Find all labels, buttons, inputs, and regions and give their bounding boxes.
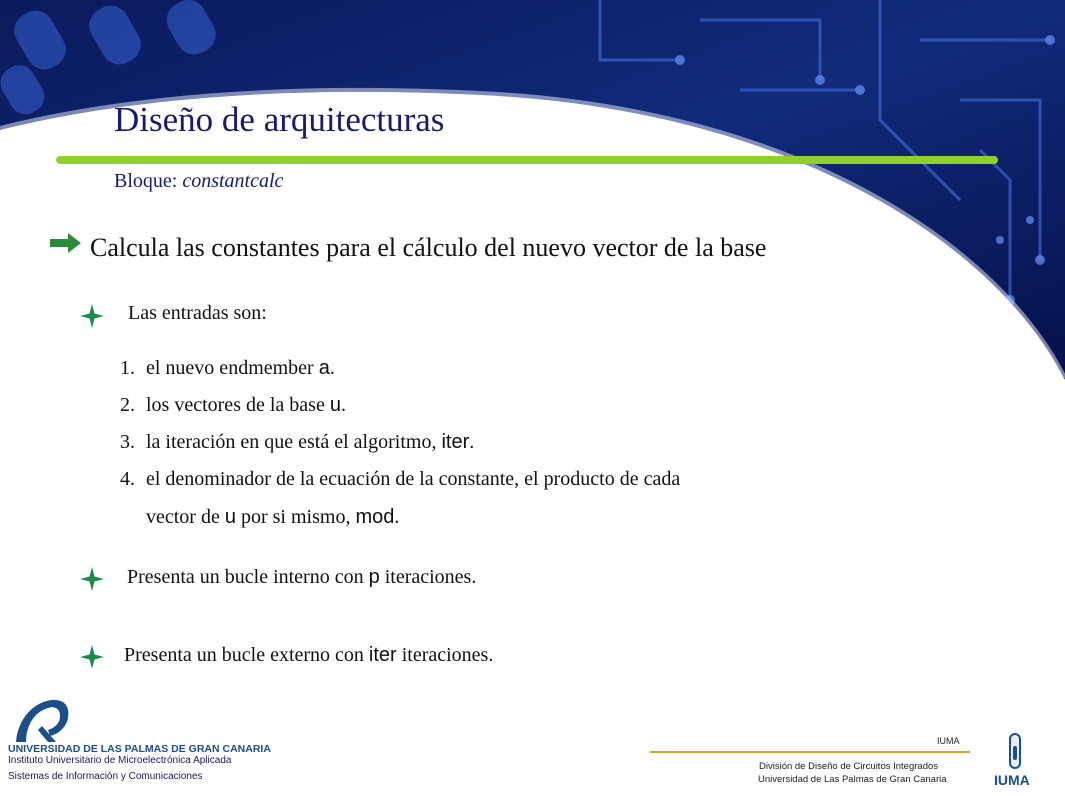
loop-text: Presenta un bucle interno con	[127, 566, 369, 588]
variable-name: u	[329, 394, 341, 416]
list-text: el denominador de la ecuación de la constante, el producto de cada	[146, 468, 681, 490]
ulpgc-logo-icon	[12, 696, 72, 744]
iuma-logo-text: IUMA	[994, 772, 1030, 788]
arrow-bullet-icon	[50, 231, 82, 255]
variable-name: mod	[355, 506, 395, 528]
iuma-label: IUMA	[937, 736, 960, 746]
block-name: constantcalc	[182, 170, 284, 192]
university-name: UNIVERSIDAD DE LAS PALMAS DE GRAN CANARIA	[8, 743, 271, 755]
list-text: la iteración en que está el algoritmo,	[146, 431, 442, 453]
division-name: División de Diseño de Circuitos Integrados	[759, 761, 939, 772]
variable-name: iter	[441, 431, 470, 453]
list-text: el nuevo endmember	[146, 357, 319, 379]
star-bullet-icon	[80, 304, 104, 328]
star-bullet-icon	[80, 567, 104, 591]
list-punct: .	[329, 357, 335, 379]
main-point: Calcula las constantes para el cálculo del nuevo vector de la base	[90, 233, 767, 262]
loop-text: iteraciones.	[379, 566, 477, 588]
slide-subtitle	[114, 170, 283, 193]
department-name: Sistemas de Información y Comunicaciones	[8, 771, 203, 782]
list-item	[120, 394, 346, 417]
list-text: los vectores de la base	[146, 394, 330, 416]
outer-loop-text	[124, 644, 493, 667]
list-item	[120, 431, 474, 454]
university-right: Universidad de Las Palmas de Gran Canaria	[758, 774, 947, 785]
list-item	[120, 357, 335, 380]
star-bullet-icon	[80, 645, 104, 669]
list-punct: .	[394, 506, 400, 528]
list-number: 4.	[120, 468, 135, 490]
inner-loop-text	[127, 566, 476, 589]
variable-name: p	[368, 566, 380, 588]
variable-name: a	[318, 357, 330, 379]
loop-text: iteraciones.	[396, 644, 494, 666]
inputs-heading: Las entradas son:	[128, 302, 267, 324]
subtitle-prefix: Bloque:	[114, 170, 178, 192]
list-punct: .	[469, 431, 475, 453]
list-text: por si mismo,	[235, 506, 356, 528]
list-number: 1.	[120, 357, 135, 379]
iuma-logo-icon	[1002, 732, 1028, 772]
list-item-continuation	[146, 506, 399, 529]
institute-name: Instituto Universitario de Microelectrónica Aplicada	[8, 755, 232, 766]
loop-text: Presenta un bucle externo con	[124, 644, 369, 666]
list-number: 3.	[120, 431, 135, 453]
list-punct: .	[340, 394, 346, 416]
slide-title: Diseño de arquitecturas	[114, 100, 445, 139]
list-item	[120, 468, 680, 491]
list-number: 2.	[120, 394, 135, 416]
variable-name: iter	[368, 644, 397, 666]
list-text: vector de	[146, 506, 225, 528]
variable-name: u	[224, 506, 236, 528]
accent-bar	[56, 156, 998, 164]
